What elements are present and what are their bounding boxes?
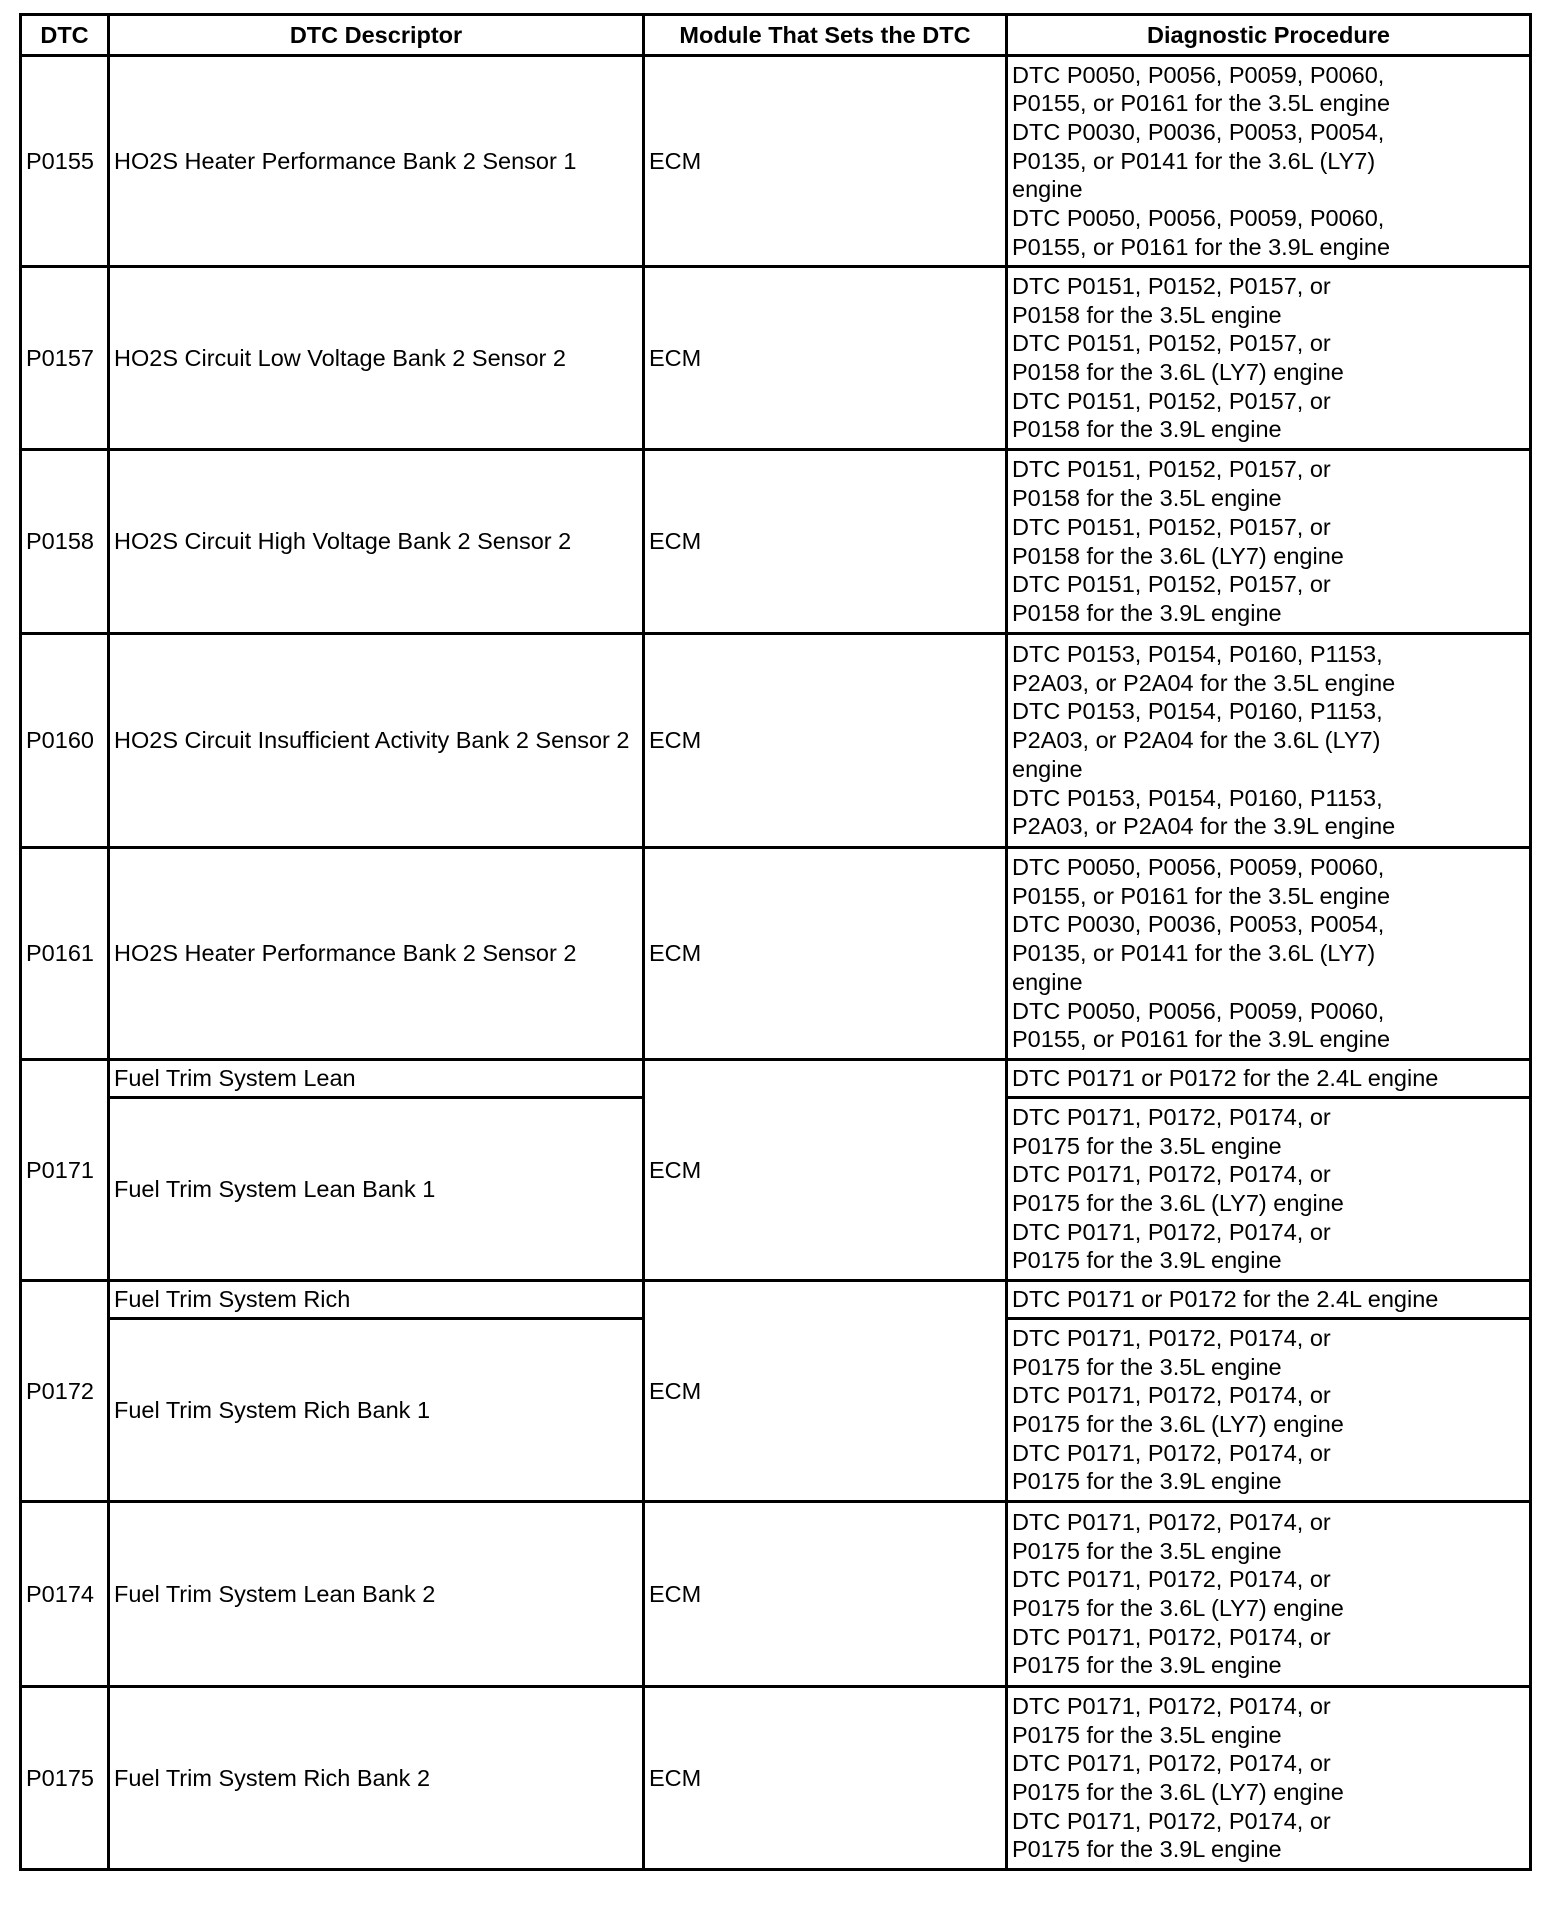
procedure-line: P0155, or P0161 for the 3.5L engine <box>1012 882 1391 909</box>
dtc-descriptor: HO2S Circuit Low Voltage Bank 2 Sensor 2 <box>109 267 644 450</box>
module-name: ECM <box>644 1281 1007 1502</box>
table-row <box>21 450 1531 634</box>
procedure-line: DTC P0151, P0152, P0157, or <box>1012 571 1331 598</box>
procedure-line: P0175 for the 3.6L (LY7) engine <box>1012 1595 1344 1621</box>
procedure-line: P0175 for the 3.9L engine <box>1012 1468 1282 1495</box>
dtc-code: P0175 <box>21 1687 109 1870</box>
procedure-line: P0155, or P0161 for the 3.9L engine <box>1012 1026 1391 1053</box>
module-name: ECM <box>644 1502 1007 1687</box>
procedure-line: P0175 for the 3.5L engine <box>1012 1353 1282 1380</box>
procedure-line: DTC P0171, P0172, P0174, or <box>1012 1566 1331 1593</box>
diagnostic-procedure <box>1007 267 1531 450</box>
procedure-line: engine <box>1012 176 1083 203</box>
procedure-line: P0158 for the 3.9L engine <box>1012 416 1282 443</box>
diagnostic-procedure <box>1007 1502 1531 1687</box>
dtc-descriptor: Fuel Trim System Rich Bank 1 <box>109 1319 644 1502</box>
module-name: ECM <box>644 56 1007 267</box>
diagnostic-procedure <box>1007 634 1531 848</box>
procedure-line: DTC P0171, P0172, P0174, or <box>1012 1692 1331 1719</box>
procedure-line: P2A03, or P2A04 for the 3.6L (LY7) <box>1012 727 1381 754</box>
procedure-line: DTC P0153, P0154, P0160, P1153, <box>1012 698 1383 725</box>
procedure-line: P0175 for the 3.5L engine <box>1012 1132 1282 1159</box>
procedure-line: P0155, or P0161 for the 3.9L engine <box>1012 233 1391 260</box>
procedure-line: DTC P0151, P0152, P0157, or <box>1012 456 1331 483</box>
procedure-line: DTC P0171, P0172, P0174, or <box>1012 1218 1331 1245</box>
header-row <box>21 15 1531 56</box>
dtc-descriptor: HO2S Circuit High Voltage Bank 2 Sensor 2 <box>109 450 644 634</box>
module-name: ECM <box>644 848 1007 1060</box>
procedure-line: P0158 for the 3.6L (LY7) engine <box>1012 542 1344 569</box>
table-row <box>21 1281 1531 1319</box>
diagnostic-procedure <box>1007 1319 1531 1502</box>
procedure-line: DTC P0171, P0172, P0174, or <box>1012 1324 1331 1351</box>
header-dtc: DTC <box>21 15 109 56</box>
procedure-line: P0175 for the 3.6L (LY7) engine <box>1012 1411 1344 1437</box>
procedure-line: engine <box>1012 968 1083 995</box>
procedure-line: P0175 for the 3.9L engine <box>1012 1247 1282 1274</box>
table-row <box>21 1060 1531 1098</box>
procedure-line: DTC P0050, P0056, P0059, P0060, <box>1012 61 1385 88</box>
procedure-line: P0175 for the 3.5L engine <box>1012 1721 1282 1748</box>
dtc-descriptor: Fuel Trim System Rich <box>109 1281 644 1319</box>
diagnostic-procedure <box>1007 848 1531 1060</box>
procedure-line: DTC P0151, P0152, P0157, or <box>1012 513 1331 540</box>
dtc-code: P0171 <box>21 1060 109 1281</box>
diagnostic-procedure: DTC P0171 or P0172 for the 2.4L engine <box>1007 1281 1531 1319</box>
procedure-line: P0175 for the 3.6L (LY7) engine <box>1012 1779 1344 1805</box>
procedure-line: DTC P0030, P0036, P0053, P0054, <box>1012 118 1385 145</box>
dtc-descriptor: HO2S Heater Performance Bank 2 Sensor 2 <box>109 848 644 1060</box>
procedure-line: P0158 for the 3.5L engine <box>1012 301 1282 328</box>
procedure-line: DTC P0153, P0154, P0160, P1153, <box>1012 641 1383 668</box>
procedure-line: DTC P0050, P0056, P0059, P0060, <box>1012 854 1385 881</box>
dtc-code: P0157 <box>21 267 109 450</box>
procedure-line: DTC P0151, P0152, P0157, or <box>1012 272 1331 299</box>
header-module: Module That Sets the DTC <box>644 15 1007 56</box>
procedure-line: P2A03, or P2A04 for the 3.5L engine <box>1012 669 1396 696</box>
procedure-line: DTC P0050, P0056, P0059, P0060, <box>1012 997 1385 1024</box>
dtc-descriptor: HO2S Heater Performance Bank 2 Sensor 1 <box>109 56 644 267</box>
procedure-line: P0175 for the 3.9L engine <box>1012 1836 1282 1863</box>
dtc-code: P0158 <box>21 450 109 634</box>
table-row <box>21 1502 1531 1687</box>
procedure-line: DTC P0171, P0172, P0174, or <box>1012 1807 1331 1834</box>
module-name: ECM <box>644 1687 1007 1870</box>
procedure-line: P0175 for the 3.5L engine <box>1012 1537 1282 1564</box>
module-name: ECM <box>644 634 1007 848</box>
diagnostic-procedure <box>1007 1687 1531 1870</box>
procedure-line: P0158 for the 3.5L engine <box>1012 485 1282 512</box>
dtc-code: P0155 <box>21 56 109 267</box>
module-name: ECM <box>644 450 1007 634</box>
table-row <box>21 56 1531 267</box>
procedure-line: DTC P0171, P0172, P0174, or <box>1012 1508 1331 1535</box>
module-name: ECM <box>644 267 1007 450</box>
procedure-line: engine <box>1012 755 1083 782</box>
table-row <box>21 1687 1531 1870</box>
dtc-descriptor: Fuel Trim System Lean Bank 1 <box>109 1098 644 1281</box>
procedure-line: DTC P0050, P0056, P0059, P0060, <box>1012 205 1385 232</box>
procedure-line: DTC P0171, P0172, P0174, or <box>1012 1161 1331 1188</box>
module-name: ECM <box>644 1060 1007 1281</box>
dtc-descriptor: HO2S Circuit Insufficient Activity Bank 2 Sensor 2 <box>109 634 644 848</box>
procedure-line: DTC P0151, P0152, P0157, or <box>1012 330 1331 357</box>
procedure-line: DTC P0171, P0172, P0174, or <box>1012 1439 1331 1466</box>
dtc-code: P0161 <box>21 848 109 1060</box>
procedure-line: P0158 for the 3.9L engine <box>1012 599 1282 626</box>
procedure-line: DTC P0153, P0154, P0160, P1153, <box>1012 784 1383 811</box>
diagnostic-procedure <box>1007 450 1531 634</box>
procedure-line: DTC P0151, P0152, P0157, or <box>1012 387 1331 414</box>
dtc-code: P0172 <box>21 1281 109 1502</box>
procedure-line: P0135, or P0141 for the 3.6L (LY7) <box>1012 940 1376 967</box>
dtc-code: P0174 <box>21 1502 109 1687</box>
dtc-table <box>19 13 1532 1871</box>
dtc-code: P0160 <box>21 634 109 848</box>
procedure-line: P0155, or P0161 for the 3.5L engine <box>1012 90 1391 117</box>
header-procedure: Diagnostic Procedure <box>1007 15 1531 56</box>
dtc-descriptor: Fuel Trim System Lean <box>109 1060 644 1098</box>
diagnostic-procedure <box>1007 1098 1531 1281</box>
diagnostic-procedure: DTC P0171 or P0172 for the 2.4L engine <box>1007 1060 1531 1098</box>
procedure-line: DTC P0171, P0172, P0174, or <box>1012 1382 1331 1409</box>
procedure-line: P0135, or P0141 for the 3.6L (LY7) <box>1012 147 1376 174</box>
procedure-line: P0175 for the 3.9L engine <box>1012 1652 1282 1679</box>
procedure-line: P0158 for the 3.6L (LY7) engine <box>1012 359 1344 385</box>
procedure-line: DTC P0171, P0172, P0174, or <box>1012 1623 1331 1650</box>
table-row <box>21 848 1531 1060</box>
procedure-line: DTC P0030, P0036, P0053, P0054, <box>1012 911 1385 938</box>
procedure-line: DTC P0171, P0172, P0174, or <box>1012 1103 1331 1130</box>
procedure-line: P2A03, or P2A04 for the 3.9L engine <box>1012 813 1396 840</box>
dtc-descriptor: Fuel Trim System Lean Bank 2 <box>109 1502 644 1687</box>
table-row <box>21 267 1531 450</box>
diagnostic-procedure <box>1007 56 1531 267</box>
table-row <box>21 634 1531 848</box>
procedure-line: P0175 for the 3.6L (LY7) engine <box>1012 1190 1344 1216</box>
dtc-descriptor: Fuel Trim System Rich Bank 2 <box>109 1687 644 1870</box>
header-descriptor: DTC Descriptor <box>109 15 644 56</box>
procedure-line: DTC P0171, P0172, P0174, or <box>1012 1750 1331 1777</box>
